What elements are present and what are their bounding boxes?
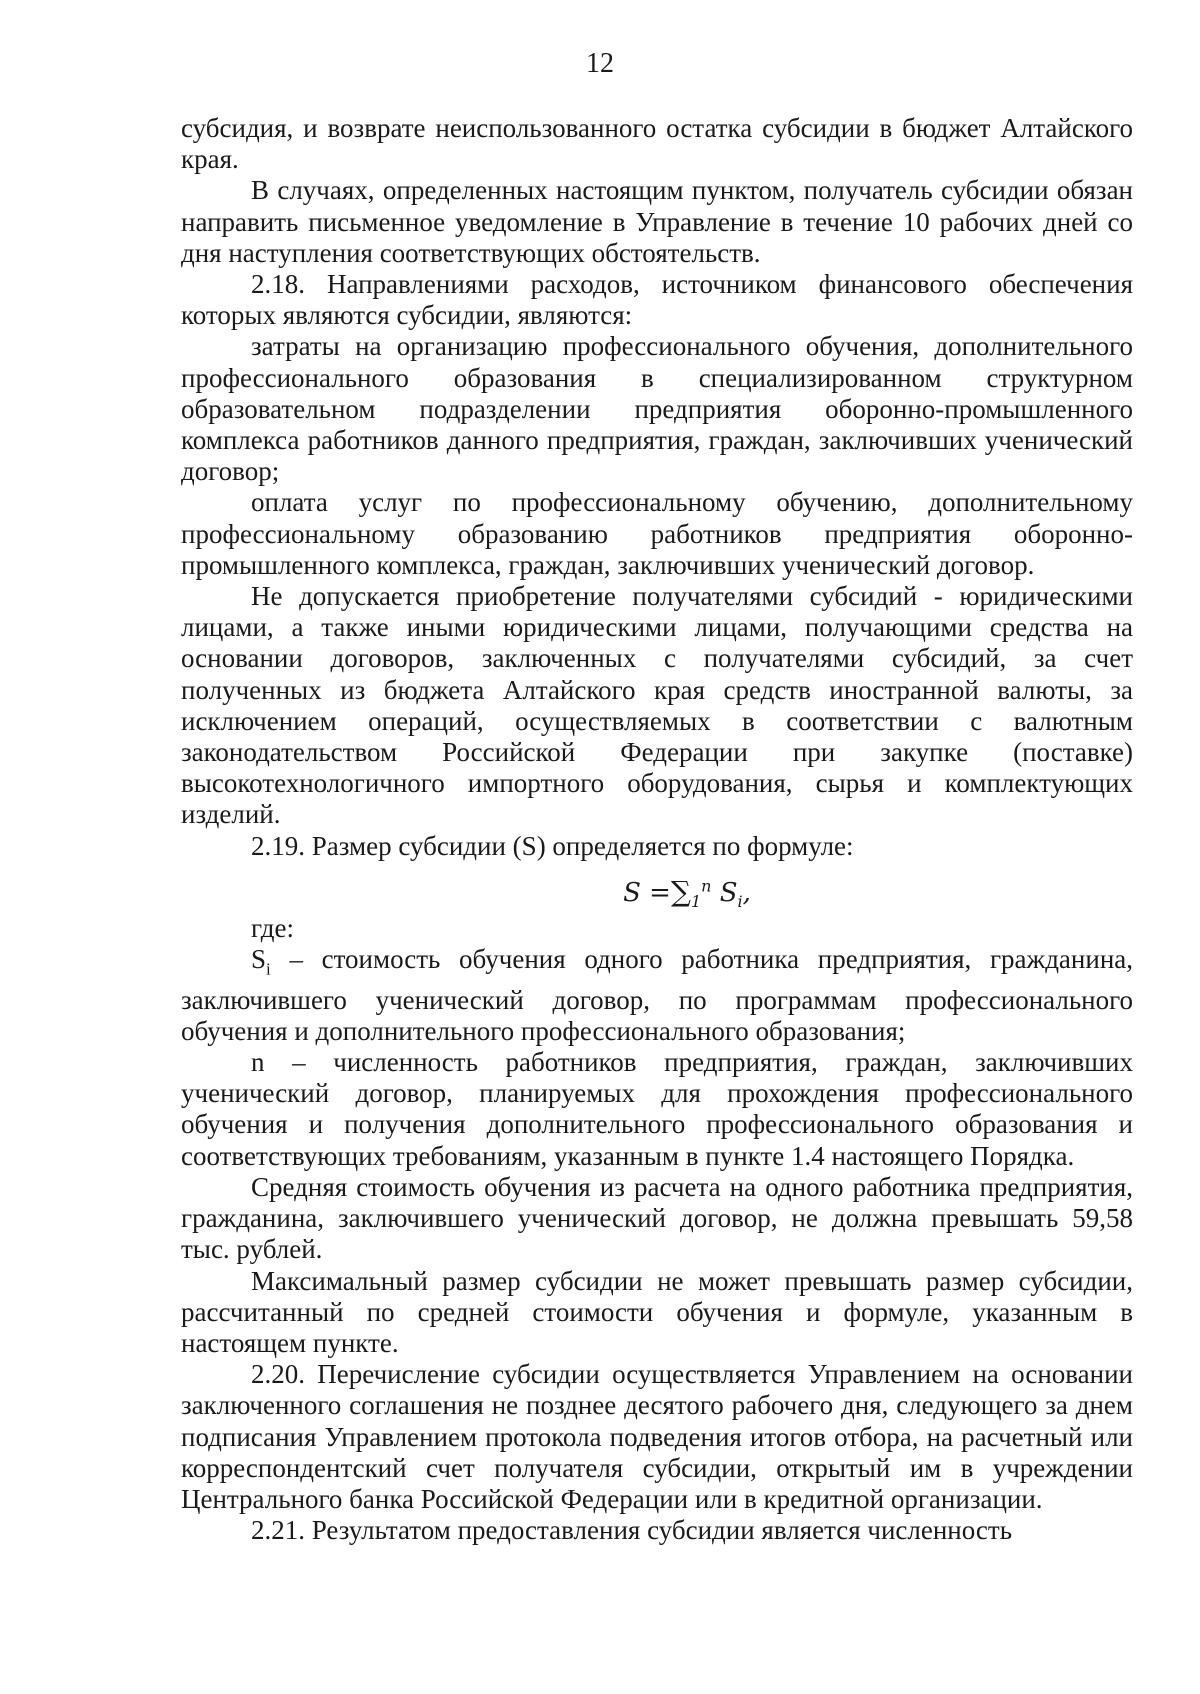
paragraph-average-cost: Средняя стоимость обучения из расчета на одного работника предприятия, гражданина, заключившего ученический договор, не должна превышать 59,58 тыс. рублей. <box>181 1171 1133 1265</box>
paragraph-2-20: 2.20. Перечисление субсидии осуществляется Управлением на основании заключенного соглашения не позднее десятого рабочего дня, следующего за днем подписания Управлением протокола подведения итогов отбора, на расчетный или корреспондентский счет получателя субсидии, открытый им в учреждении Центрального банка Российской Федерации или в кредитной организации. <box>181 1359 1133 1514</box>
page-number: 12 <box>586 48 614 79</box>
formula-lhs: S <box>623 877 641 908</box>
paragraph-expense-training: затраты на организацию профессионального обучения, дополнительного профессионального образования в специализированном структурном образовательном подразделении предприятия оборонно-промышленного комплекса работников данного предприятия, граждан, заключивших ученический договор; <box>181 331 1133 487</box>
where-label: где: <box>251 912 294 943</box>
paragraph-2-19: 2.19. Размер субсидии (S) определяется по формуле: <box>251 830 854 861</box>
formula-sum-upper: n <box>701 876 712 896</box>
definition-si-symbol: S <box>251 944 267 975</box>
document-body <box>181 113 1133 1546</box>
formula-tail: , <box>742 877 751 908</box>
formula-sum-lower: 1 <box>690 892 702 912</box>
paragraph-continuation: субсидия, и возврате неиспользованного остатка субсидии в бюджет Алтайского края. <box>181 113 1133 175</box>
paragraph-2-21: 2.21. Результатом предоставления субсидии является численность <box>251 1515 1013 1546</box>
subsidy-formula <box>181 872 1133 913</box>
definition-si-index: i <box>266 959 271 979</box>
paragraph-notification: В случаях, определенных настоящим пунктом, получатель субсидии обязан направить письменное уведомление в Управление в течение 10 рабочих дней со дня наступления соответствующих обстоятельств. <box>181 175 1133 268</box>
paragraph-currency-restriction: Не допускается приобретение получателями субсидий - юридическими лицами, а также иными юридическими лицами, получающими средства на основании договоров, заключенных с получателями субсидий, за счет полученных из бюджета Алтайского края средств иностранной валюты, за исключением операций, осуществляемых в соответствии с валютным законодательством Российской Федерации при закупке (поставке) высокотехнологичного импортного оборудования, сырья и комплектующих изделий. <box>181 581 1133 830</box>
paragraph-expense-services: оплата услуг по профессиональному обучению, дополнительному профессиональному образованию работников предприятия оборонно-промышленного комплекса, граждан, заключивших ученический договор. <box>181 487 1133 580</box>
definition-si-text: – стоимость обучения одного работника предприятия, гражданина, заключившего ученический договор, по программам профессионального обучения и дополнительного профессионального образования; <box>181 944 1133 1046</box>
definition-n: n – численность работников предприятия, граждан, заключивших ученический договор, планируемых для прохождения профессионального обучения и получения дополнительного профессионального образования и соответствующих требованиям, указанным в пункте 1.4 настоящего Порядка. <box>181 1047 1133 1171</box>
formula-term-index: i <box>737 892 743 912</box>
formula-term: S <box>719 877 738 908</box>
paragraph-2-18: 2.18. Направлениями расходов, источником финансового обеспечения которых являются субсидии, являются: <box>181 269 1133 331</box>
definition-si <box>181 944 1133 1047</box>
paragraph-max-subsidy: Максимальный размер субсидии не может превышать размер субсидии, рассчитанный по средней стоимости обучения и формуле, указанным в настоящем пункте. <box>181 1265 1133 1358</box>
formula-sum-symbol: ∑ <box>670 874 691 908</box>
formula-equals: = <box>649 877 671 908</box>
